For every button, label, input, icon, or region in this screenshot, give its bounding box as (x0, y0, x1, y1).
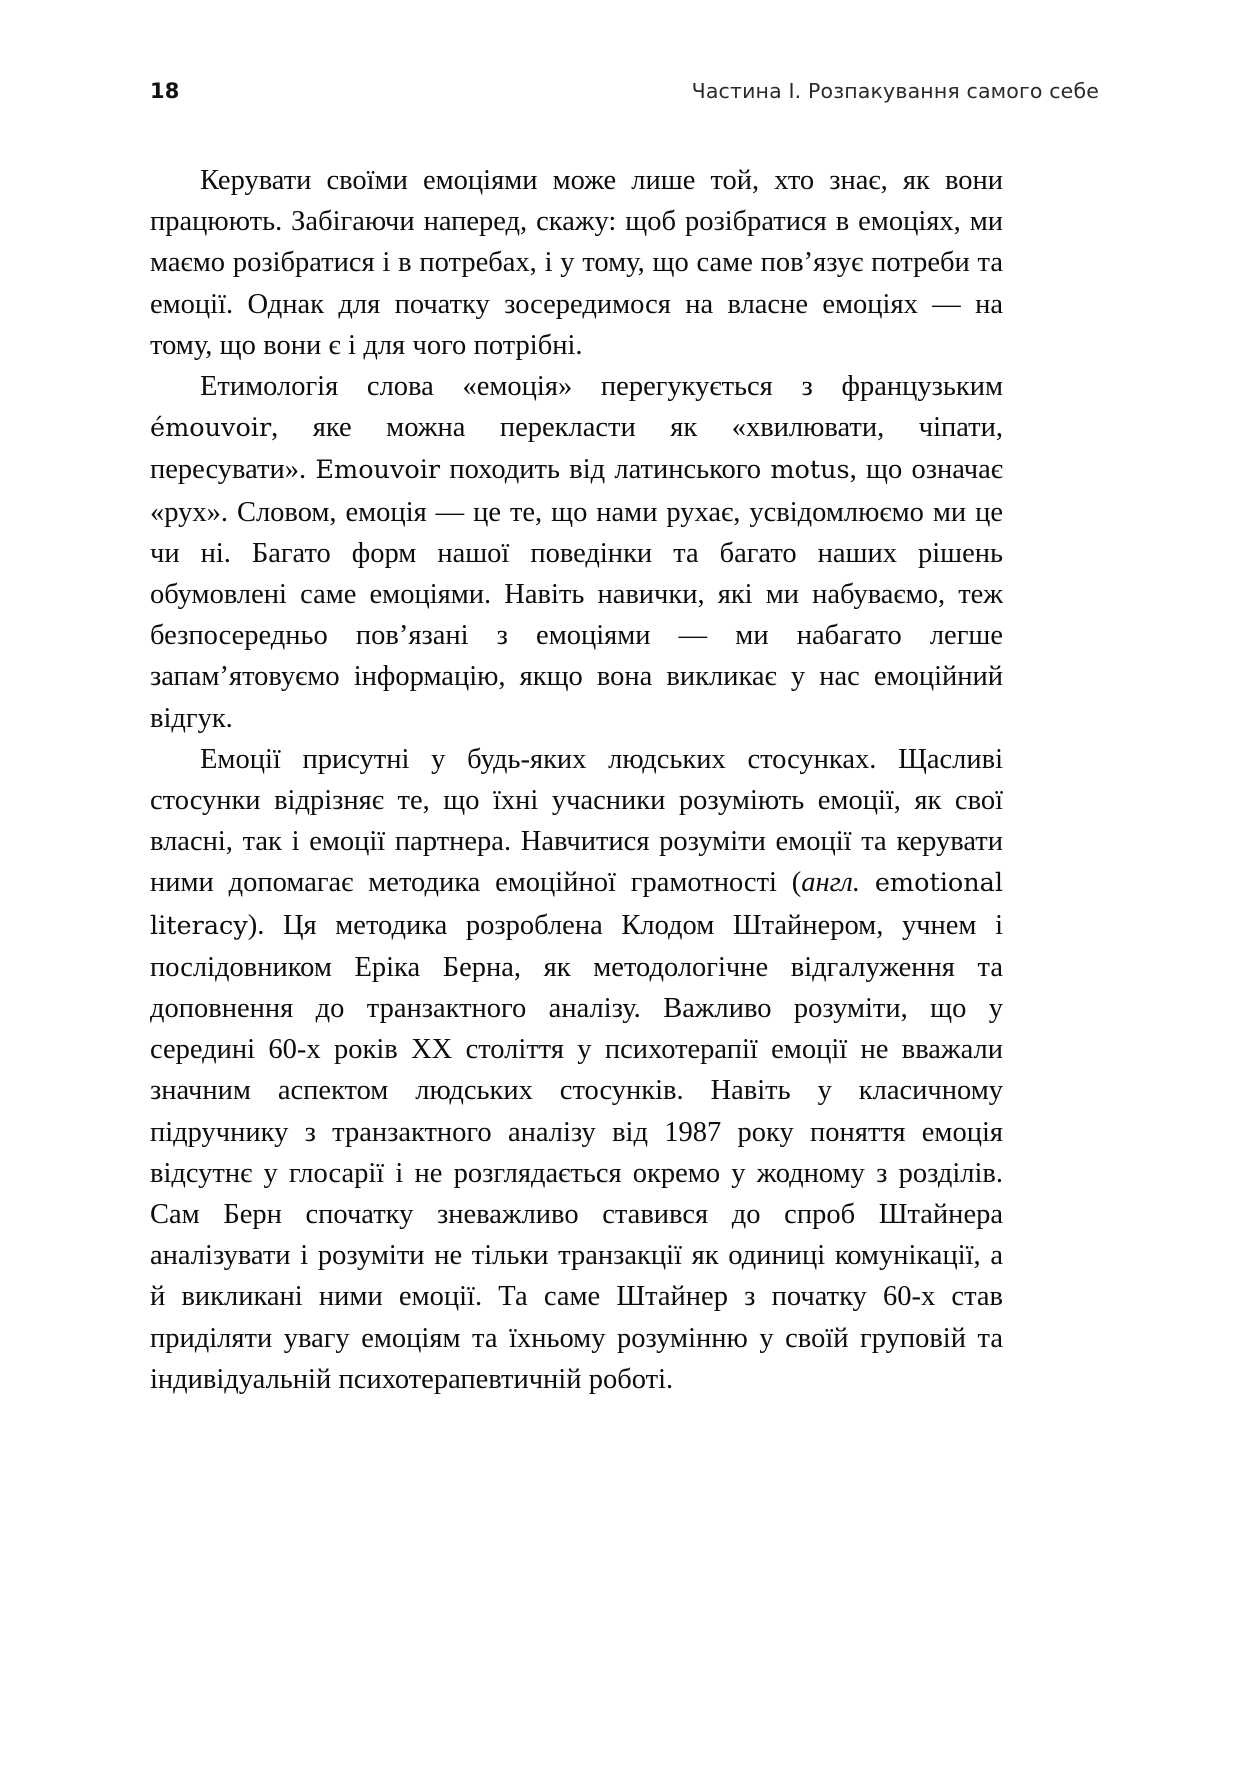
foreign-term: Emouvoir (315, 455, 441, 486)
italic-abbreviation: англ. (801, 867, 860, 899)
foreign-term: émouvoir (150, 413, 272, 444)
running-head (150, 78, 1099, 112)
running-title: Частина I. Розпакування самого себе (691, 79, 1099, 103)
page-number: 18 (150, 79, 180, 103)
foreign-term: emotional literacy (150, 868, 1004, 941)
paragraph: Керувати своїми емоціями може лише той, хто знає, як вони працюють. Забігаючи наперед, скажу: щоб розібратися в емоціях, ми маємо розібратися і в потребах, і у тому, що саме пов’язує потреби та емоції. Однак для початку зосередимося на власне емоціях — на тому, що вони є і для чого потрібні. (150, 165, 1003, 361)
paragraph: Етимологія слова «емоція» перегукується з французьким émouvoir, яке можна перекласти як «хвилювати, чіпати, пересувати». Emouvoir походить від латинського motus, що означає «рух». Словом, емоція — це те, що нами рухає, усвідомлюємо ми це чи ні. Багато форм нашої поведінки та багато наших рішень обумовлені саме емоціями. Навіть навички, які ми набуваємо, теж безпосередньо пов’язані з емоціями — ми набагато легше запам’ятовуємо інформацію, якщо вона викликає у нас емоційний відгук. (150, 371, 1003, 734)
paragraph: Емоції присутні у будь-яких людських стосунках. Щасливі стосунки відрізняє те, що їхні учасники розуміють емоції, як свої власні, так і емоції партнера. Навчитися розуміти емоції та керувати ними допомагає методика емоційної грамотності (англ. emotional literacy). Ця методика розроблена Клодом Штайнером, учнем і послідовником Еріка Берна, як методологічне відгалуження та доповнення до транзактного аналізу. Важливо розуміти, що у середині 60-х років XX століття у психотерапії емоції не вважали значним аспектом людських стосунків. Навіть у класичному підручнику з транзактного аналізу від 1987 року поняття емоція відсутнє у глосарії і не розглядається окремо у жодному з розділів. Сам Берн спочатку зневажливо ставився до спроб Штайнера аналізувати і розуміти не тільки транзакції як одиниці комунікації, а й викликані ними емоції. Та саме Штайнер з початку 60-х став приділяти увагу емоціям та їхньому розумінню у своїй груповій та індивідуальній психотерапевтичній роботі. (150, 743, 1004, 1395)
foreign-term: motus (770, 455, 850, 486)
body-text-block (150, 160, 1003, 1400)
